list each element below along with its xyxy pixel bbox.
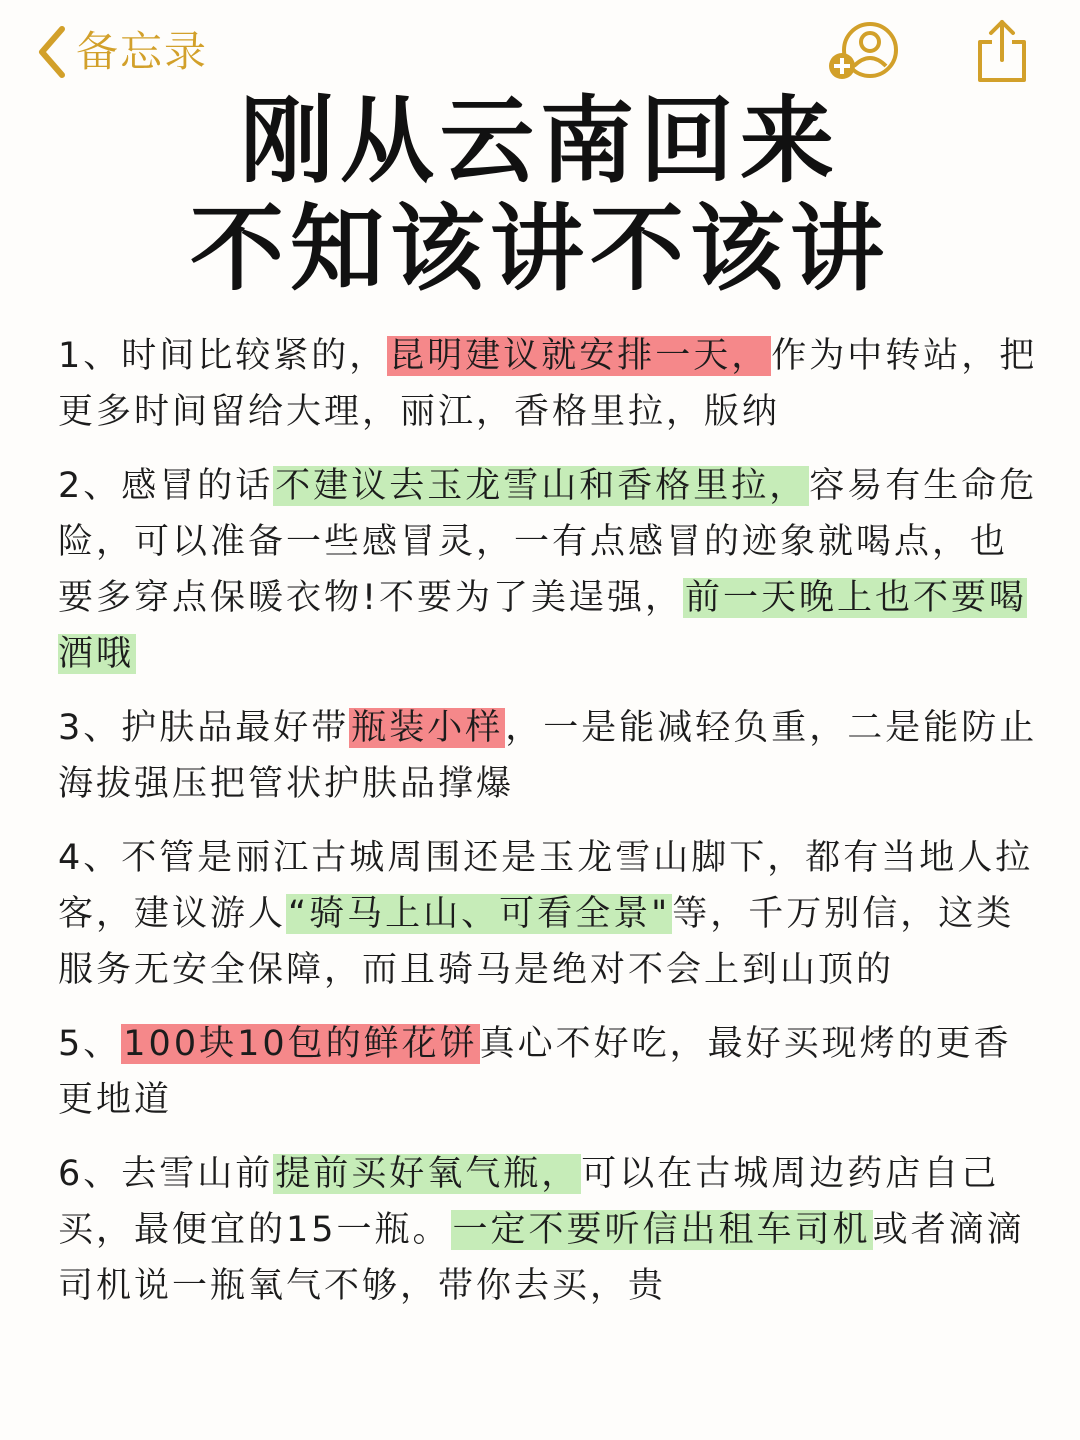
note-title-line-1: 刚从云南回来 <box>239 87 840 196</box>
note-text: 3、护肤品最好带 <box>58 708 350 748</box>
note-text: 或者滴滴司机说一瓶氧气不够，带你去买，贵 <box>58 1210 1025 1306</box>
note-text: 作为中转站，把更多时间留给大理，丽江，香格里拉，版纳 <box>58 336 1038 432</box>
note-text: 6、去雪山前 <box>58 1154 274 1194</box>
note-paragraph-2 <box>58 458 1038 682</box>
back-button-label: 备忘录 <box>76 27 209 76</box>
share-button[interactable] <box>972 18 1032 84</box>
share-icon <box>972 69 1032 88</box>
note-paragraph-4 <box>58 830 1038 998</box>
add-collaborator-icon <box>828 67 900 86</box>
highlighted-text: “骑马上山、可看全景" <box>288 894 671 934</box>
highlighted-text: 昆明建议就安排一天， <box>389 336 770 376</box>
note-text: 容易有生命危险，可以准备一些感冒灵，一有点感冒的迹象就喝点，也要多穿点保暖衣物!不要为了美逞强， <box>58 466 1038 618</box>
note-text: 可以在古城周边药店自己买，最便宜的15一瓶。 <box>58 1154 1000 1250</box>
back-button[interactable] <box>36 22 208 82</box>
nav-bar <box>0 0 1080 100</box>
note-text: 5、 <box>58 1024 122 1064</box>
highlighted-text: 前一天晚上也不要喝酒哦 <box>58 578 1028 674</box>
chevron-left-icon <box>36 25 66 79</box>
note-text: 真心不好吃，最好买现烤的更香更地道 <box>58 1024 1012 1120</box>
highlighted-text: 瓶装小样 <box>351 708 504 748</box>
note-paragraph-6 <box>58 1146 1038 1314</box>
note-paragraph-3 <box>58 700 1038 812</box>
add-collaborator-button[interactable] <box>828 22 900 82</box>
highlighted-text: 100块10包的鲜花饼 <box>123 1024 478 1064</box>
highlighted-text: 不建议去玉龙雪山和香格里拉， <box>275 466 808 506</box>
note-title <box>0 88 1080 304</box>
note-text: 1、时间比较紧的， <box>58 336 388 376</box>
note-text: 4、不管是丽江古城周围还是玉龙雪山脚下，都有当地人拉客，建议游人 <box>58 838 1034 934</box>
highlighted-text: 提前买好氧气瓶， <box>275 1154 580 1194</box>
note-text: 等，千万别信，这类服务无安全保障，而且骑马是绝对不会上到山顶的 <box>58 894 1015 990</box>
note-text: ，一是能减轻负重，二是能防止海拔强压把管状护肤品撑爆 <box>58 708 1038 804</box>
note-paragraph-5 <box>58 1016 1038 1128</box>
note-body[interactable] <box>58 328 1038 1332</box>
note-title-line-2: 不知该讲不该讲 <box>189 195 890 304</box>
highlighted-text: 一定不要听信出租车司机 <box>452 1210 871 1250</box>
note-paragraph-1 <box>58 328 1038 440</box>
note-text: 2、感冒的话 <box>58 466 274 506</box>
